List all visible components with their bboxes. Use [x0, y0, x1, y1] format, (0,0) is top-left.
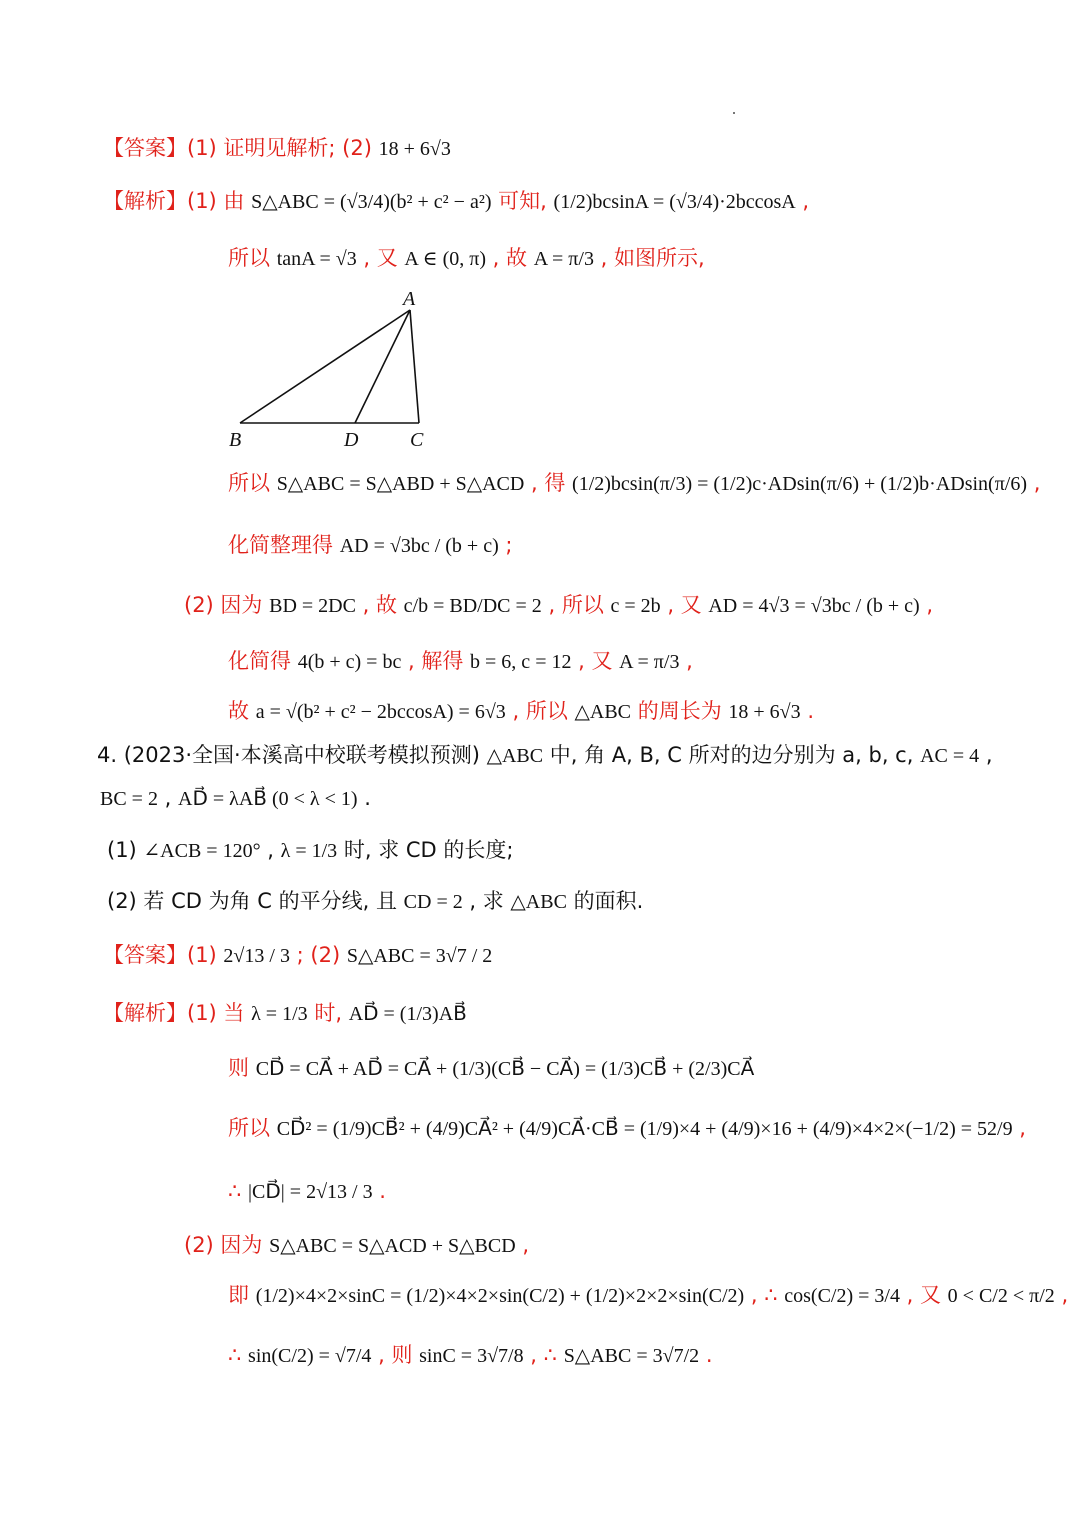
math-expression: AD⃗ = (1/3)AB⃗ — [348, 1003, 467, 1025]
math-expression: BD = 2DC — [269, 595, 356, 617]
text-run: 即 — [228, 1283, 256, 1307]
text-run: , 求 — [462, 889, 511, 913]
text-run: ; — [498, 533, 513, 557]
text-run: 所以 — [228, 246, 277, 270]
math-expression: 2√13 / 3 — [223, 945, 290, 967]
text-run: (1) — [187, 943, 224, 967]
text-run: 的周长为 — [631, 699, 729, 723]
text-line — [228, 646, 693, 677]
math-expression: S△ABC = 3√7/2 — [563, 1345, 700, 1367]
vertex-label-c: C — [410, 429, 424, 451]
math-expression: AD = 4√3 = √3bc / (b + c) — [708, 595, 920, 617]
segment-ad — [355, 310, 410, 423]
text-line — [228, 1340, 713, 1371]
math-expression: A = π/3 — [619, 651, 680, 673]
text-line — [103, 998, 467, 1029]
math-expression: S△ABC = S△ABD + S△ACD — [276, 473, 525, 495]
text-run: 4. (2023·全国·本溪高中校联考模拟预测) — [97, 743, 487, 767]
math-expression: A ∈ (0, π) — [404, 248, 486, 270]
math-expression: CD⃗ = CA⃗ + AD⃗ = CA⃗ + (1/3)(CB⃗ − CA⃗) = (1/3)CB⃗ + (2/3)CA⃗ — [255, 1058, 755, 1080]
text-run: . — [800, 699, 815, 723]
text-run: , 所以 — [541, 593, 611, 617]
text-line — [97, 740, 993, 771]
math-expression: tanA = √3 — [276, 248, 357, 270]
math-expression: 18 + 6√3 — [378, 138, 451, 160]
text-run: 可知, — [491, 189, 554, 213]
text-run: 则 — [228, 1056, 256, 1080]
stray-dot — [733, 112, 735, 114]
text-run: , 则 — [371, 1343, 420, 1367]
edge-ab — [240, 310, 410, 423]
text-line — [184, 1230, 529, 1261]
text-line — [228, 696, 814, 727]
text-run: , 又 — [660, 593, 709, 617]
vertex-label-a: A — [403, 288, 416, 310]
text-run: (1) 由 — [187, 189, 252, 213]
section-tag: 【解析】 — [103, 189, 187, 213]
text-run: 时, — [307, 1001, 349, 1025]
text-line — [103, 940, 492, 971]
text-run: ∴ — [228, 1343, 249, 1367]
text-run: , 故 — [485, 246, 534, 270]
text-run: (1) 证明见解析; (2) — [187, 136, 379, 160]
text-run: 化简得 — [228, 649, 298, 673]
vertex-label-d: D — [344, 429, 359, 451]
text-run: , — [1027, 471, 1041, 495]
text-run: , — [515, 1233, 530, 1257]
text-line — [103, 186, 809, 217]
math-expression: 4(b + c) = bc — [297, 651, 402, 673]
math-expression: A = π/3 — [533, 248, 594, 270]
text-run: (2) 因为 — [184, 593, 270, 617]
text-run: 的面积. — [566, 889, 644, 913]
text-line — [228, 243, 705, 274]
math-expression: CD = 2 — [403, 891, 463, 913]
text-line — [228, 530, 513, 561]
math-expression: 18 + 6√3 — [728, 701, 801, 723]
vertex-label-b: B — [229, 429, 242, 451]
text-line — [100, 783, 371, 814]
text-line — [228, 1176, 386, 1207]
math-expression: CD⃗² = (1/9)CB⃗² + (4/9)CA⃗² + (4/9)CA⃗·CB⃗ = (1/9)×4 + (4/9)×16 + (4/9)×4×2×(−1/2) = 52/9 — [276, 1118, 1013, 1140]
math-expression: c = 2b — [610, 595, 661, 617]
text-run: , 又 — [899, 1283, 948, 1307]
text-line — [107, 886, 643, 917]
math-expression: S△ABC = S△ACD + S△BCD — [269, 1235, 516, 1257]
math-expression: 0 < C/2 < π/2 — [947, 1285, 1055, 1307]
math-expression: BC = 2 — [100, 788, 158, 810]
text-run: 所以 — [228, 471, 277, 495]
text-line — [228, 1280, 1068, 1311]
math-expression: △ABC — [574, 701, 632, 723]
text-run: , 故 — [355, 593, 404, 617]
text-run: 化简整理得 — [228, 533, 340, 557]
text-run: , — [679, 649, 693, 673]
math-expression: sinC = 3√7/8 — [419, 1345, 524, 1367]
text-run: ; (2) — [289, 943, 347, 967]
text-run: (2) 若 CD 为角 C 的平分线, 且 — [107, 889, 404, 913]
math-expression: AD⃗ = λAB⃗ (0 < λ < 1) — [178, 788, 358, 810]
text-run: , — [260, 838, 281, 862]
math-expression: S△ABC = 3√7 / 2 — [346, 945, 493, 967]
text-run: 故 — [228, 699, 256, 723]
text-run: , 得 — [524, 471, 573, 495]
text-run: , — [919, 593, 934, 617]
text-run: , — [1012, 1116, 1026, 1140]
text-run: (1) 当 — [187, 1001, 252, 1025]
math-expression: c/b = BD/DC = 2 — [403, 595, 542, 617]
text-run: 所以 — [228, 1116, 277, 1140]
text-run: , — [157, 786, 178, 810]
math-expression: sin(C/2) = √7/4 — [248, 1345, 372, 1367]
text-run: , 又 — [571, 649, 620, 673]
text-line — [228, 1113, 1026, 1144]
math-expression: AD = √3bc / (b + c) — [339, 535, 499, 557]
math-expression: S△ABC = (√3/4)(b² + c² − a²) — [251, 191, 492, 213]
text-run: 时, 求 CD 的长度; — [337, 838, 514, 862]
section-tag: 【答案】 — [103, 943, 187, 967]
math-expression: △ABC — [510, 891, 567, 913]
text-run: (2) 因为 — [184, 1233, 270, 1257]
text-run: . — [357, 786, 371, 810]
math-expression: |CD⃗| = 2√13 / 3 — [248, 1181, 373, 1203]
text-line — [107, 835, 513, 866]
text-line — [228, 1053, 754, 1084]
triangle-diagram — [226, 286, 466, 456]
text-run: , 如图所示, — [593, 246, 705, 270]
text-run: , 所以 — [505, 699, 575, 723]
text-run: , 又 — [356, 246, 405, 270]
section-tag: 【答案】 — [103, 136, 187, 160]
edge-ac — [410, 310, 419, 423]
text-run: 中, 角 A, B, C 所对的边分别为 a, b, c, — [543, 743, 921, 767]
text-run: , — [1054, 1283, 1069, 1307]
text-run: , — [795, 189, 810, 213]
text-line — [228, 468, 1040, 499]
text-run: , ∴ — [523, 1343, 564, 1367]
text-run: (1) — [107, 838, 144, 862]
text-run: . — [699, 1343, 713, 1367]
math-expression: cos(C/2) = 3/4 — [784, 1285, 900, 1307]
math-expression: ∠ACB = 120° — [143, 840, 261, 862]
text-run: , ∴ — [744, 1283, 785, 1307]
math-expression: λ = 1/3 — [251, 1003, 308, 1025]
text-run: , — [979, 743, 993, 767]
math-expression: △ABC — [486, 745, 544, 767]
text-run: ∴ — [228, 1179, 249, 1203]
text-line — [184, 590, 933, 621]
math-expression: λ = 1/3 — [280, 840, 338, 862]
text-run: . — [372, 1179, 386, 1203]
math-expression: AC = 4 — [920, 745, 980, 767]
section-tag: 【解析】 — [103, 1001, 187, 1025]
text-line — [103, 133, 451, 164]
math-expression: (1/2)bcsinA = (√3/4)·2bccosA — [553, 191, 796, 213]
math-expression: (1/2)×4×2×sinC = (1/2)×4×2×sin(C/2) + (1/2)×2×2×sin(C/2) — [255, 1285, 745, 1307]
math-expression: b = 6, c = 12 — [470, 651, 572, 673]
text-run: , 解得 — [401, 649, 471, 673]
math-expression: (1/2)bcsin(π/3) = (1/2)c·ADsin(π/6) + (1/2)b·ADsin(π/6) — [572, 473, 1028, 495]
math-expression: a = √(b² + c² − 2bccosA) = 6√3 — [255, 701, 506, 723]
